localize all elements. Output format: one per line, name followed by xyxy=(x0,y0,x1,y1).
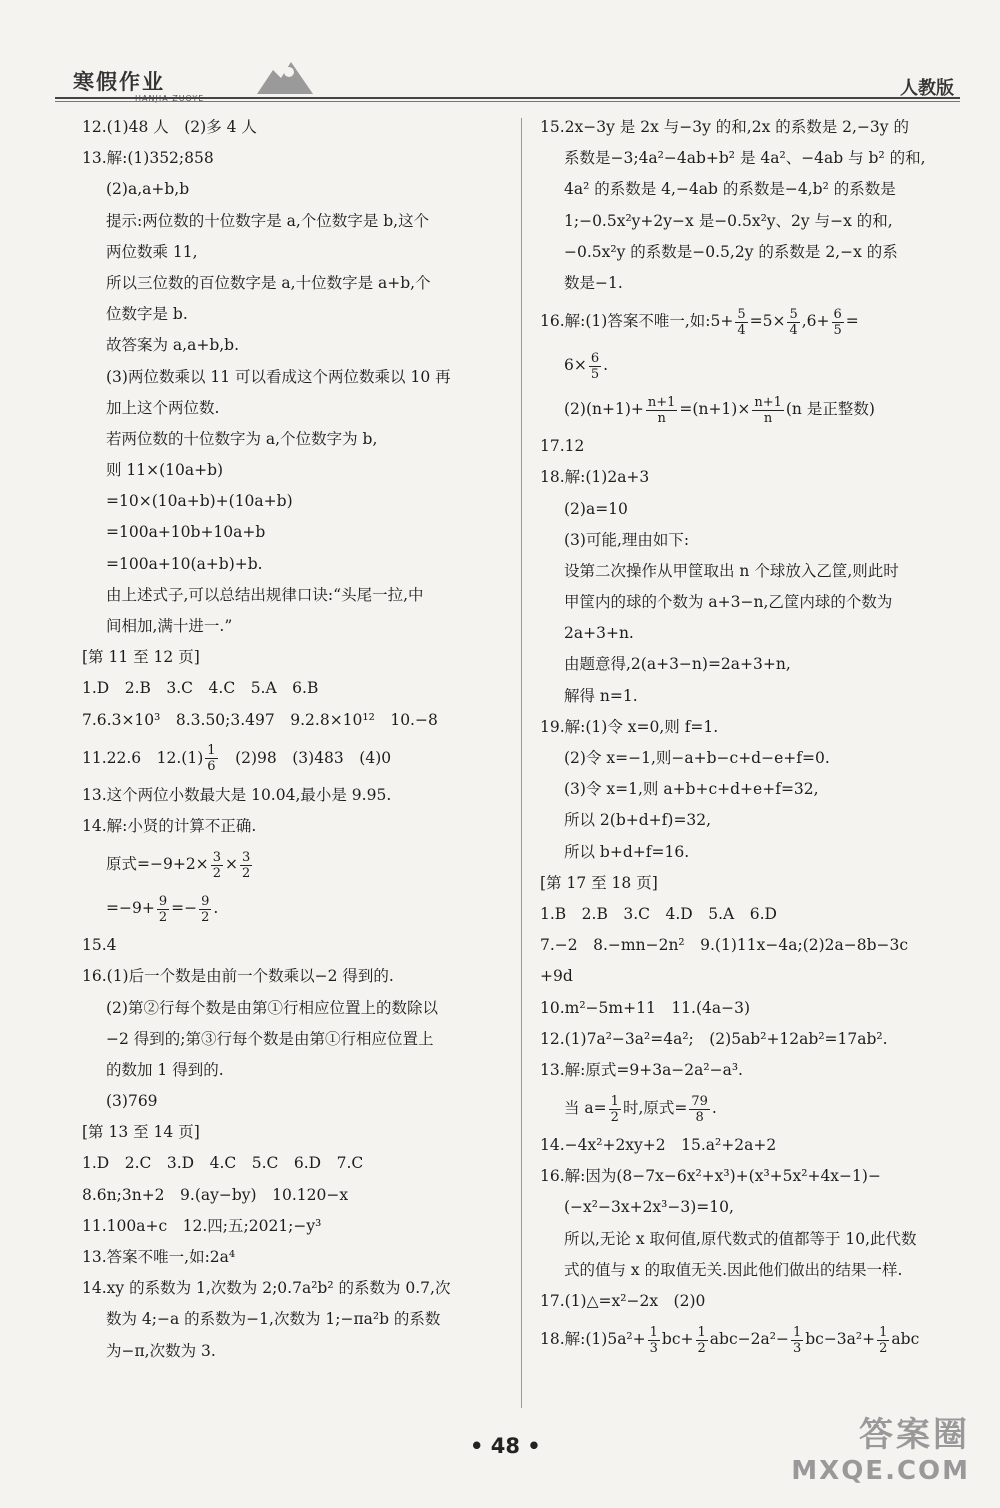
answer-line xyxy=(540,112,970,143)
answer-text: (2)a=10 xyxy=(564,499,628,518)
answer-line xyxy=(82,549,507,580)
answer-line xyxy=(82,842,507,886)
answer-text: 所以 b+d+f=16. xyxy=(564,842,690,861)
header-rule-thin xyxy=(55,101,960,102)
answer-line xyxy=(540,587,970,618)
answer-text: (3)两位数乘以 11 可以看成这个两位数乘以 10 再 xyxy=(106,367,451,386)
answer-text: (2)令 x=−1,则−a+b−c+d−e+f=0. xyxy=(564,749,830,767)
header-rule xyxy=(55,97,960,99)
answer-text: 17.12 xyxy=(540,437,585,456)
answer-text: 提示:两位数的十位数字是 a,个位数字是 b,这个 xyxy=(106,211,430,230)
answer-line xyxy=(82,993,507,1024)
answer-line xyxy=(82,736,507,780)
fraction-numerator: 1 xyxy=(649,1324,658,1340)
answer-text: 14.解:小贤的计算不正确. xyxy=(82,816,257,835)
answer-text: 系数是−3;4a²−4ab+b² 是 4a²、−4ab 与 b² 的和, xyxy=(564,149,926,168)
answer-text: 1.B 2.B 3.C 4.D 5.A 6.D xyxy=(540,904,777,923)
answer-line xyxy=(540,649,970,680)
brand-title: 寒假作业 xyxy=(73,69,165,94)
answer-text: (−x²−3x+2x³−3)=10, xyxy=(564,1198,734,1217)
edition-label: 人教版 xyxy=(900,78,954,99)
answer-line xyxy=(540,1224,970,1255)
fraction-denominator: 4 xyxy=(789,322,798,338)
answer-line xyxy=(540,868,970,899)
answer-text: abc xyxy=(891,1330,920,1349)
answer-text: 14.−4x²+2xy+2 15.a²+2a+2 xyxy=(540,1136,777,1155)
fraction xyxy=(787,307,799,338)
answer-line xyxy=(82,112,507,143)
answer-text: 原式=−9+2× xyxy=(106,855,209,874)
answer-text: +9d xyxy=(540,967,573,986)
answer-text: =− xyxy=(171,899,198,918)
answer-text: × xyxy=(224,855,238,874)
answer-line xyxy=(540,1255,970,1286)
answer-line xyxy=(540,743,970,774)
answer-line xyxy=(82,580,507,611)
answer-text: 位数字是 b. xyxy=(106,305,188,324)
page-header xyxy=(55,50,960,105)
answer-text: 时,原式= xyxy=(622,1099,688,1118)
answer-line xyxy=(540,1086,970,1130)
answer-line xyxy=(540,494,970,525)
answer-text: 13.解:(1)352;858 xyxy=(82,149,214,168)
fraction xyxy=(832,307,844,338)
answer-text: (n 是正整数) xyxy=(785,400,875,419)
fraction xyxy=(589,351,601,382)
answer-text: . xyxy=(213,899,219,918)
fraction-denominator: 2 xyxy=(241,865,251,881)
answer-text: [第 17 至 18 页] xyxy=(540,873,658,892)
answer-column-left xyxy=(82,112,507,1367)
answer-text: (2)(n+1)+ xyxy=(564,400,644,419)
fraction xyxy=(205,743,217,774)
answer-line xyxy=(82,362,507,393)
fraction-denominator: 8 xyxy=(695,1109,704,1125)
answer-line xyxy=(540,174,970,205)
answer-text: 解得 n=1. xyxy=(564,686,638,705)
answer-line xyxy=(82,673,507,704)
answer-text: 1;−0.5x²y+2y−x 是−0.5x²y、2y 与−x 的和, xyxy=(564,211,893,230)
answer-line xyxy=(82,1273,507,1304)
answer-text: [第 11 至 12 页] xyxy=(82,648,200,667)
fraction-numerator: 1 xyxy=(792,1324,802,1340)
answer-line xyxy=(540,431,970,462)
fraction-denominator: 6 xyxy=(207,759,216,775)
fraction xyxy=(648,1325,660,1356)
answer-line xyxy=(540,1286,970,1317)
answer-text: 数为 4;−a 的系数为−1,次数为 1;−πa²b 的系数 xyxy=(106,1310,441,1329)
answer-text: =5× xyxy=(749,312,786,331)
fraction-numerator: 6 xyxy=(590,350,600,366)
answer-line xyxy=(82,299,507,330)
answer-text: 6× xyxy=(564,356,587,375)
fraction-numerator: 6 xyxy=(833,306,842,322)
answer-line xyxy=(82,393,507,424)
fraction xyxy=(696,1325,708,1356)
answer-line xyxy=(82,611,507,642)
brand-pinyin: HANJIA ZUOYE xyxy=(135,94,205,103)
answer-text: 1.D 2.C 3.D 4.C 5.C 6.D 7.C xyxy=(82,1154,364,1173)
fraction-denominator: 3 xyxy=(649,1340,658,1356)
fraction-denominator: 2 xyxy=(697,1340,706,1356)
answer-line xyxy=(540,143,970,174)
answer-line xyxy=(540,837,970,868)
answer-text: 12.(1)48 人 (2)多 4 人 xyxy=(82,118,257,136)
answer-line xyxy=(82,1180,507,1211)
answer-text: 则 11×(10a+b) xyxy=(106,461,224,480)
answer-line xyxy=(82,1086,507,1117)
answer-text: 所以,无论 x 取何值,原代数式的值都等于 10,此代数 xyxy=(564,1229,917,1248)
fraction xyxy=(752,395,784,426)
answer-line xyxy=(540,712,970,743)
answer-line xyxy=(540,805,970,836)
answer-text: 当 a= xyxy=(564,1099,607,1118)
answer-text: 14.xy 的系数为 1,次数为 2;0.7a²b² 的系数为 0.7,次 xyxy=(82,1279,451,1298)
answer-text: 式的值与 x 的取值无关.因此他们做出的结果一样. xyxy=(564,1260,903,1279)
fraction xyxy=(199,894,211,925)
fraction xyxy=(877,1325,889,1356)
fraction-denominator: 5 xyxy=(833,322,842,338)
fraction-denominator: 2 xyxy=(201,909,210,925)
answer-line xyxy=(540,1024,970,1055)
fraction-numerator: 5 xyxy=(789,306,798,322)
fraction-denominator: 3 xyxy=(792,1340,802,1356)
fraction-denominator: n xyxy=(763,410,773,426)
answer-text: 18.解:(1)5a²+ xyxy=(540,1330,646,1349)
answer-text: bc+ xyxy=(661,1330,694,1349)
answer-line xyxy=(82,206,507,237)
answer-text: 13.解:原式=9+3a−2a²−a³. xyxy=(540,1060,743,1079)
answer-line xyxy=(540,343,970,387)
answer-text: =100a+10b+10a+b xyxy=(106,523,266,542)
fraction xyxy=(791,1325,803,1356)
answer-text: −0.5x²y 的系数是−0.5,2y 的系数是 2,−x 的系 xyxy=(564,242,898,261)
answer-text: 由题意得,2(a+3−n)=2a+3+n, xyxy=(564,655,791,674)
fraction-denominator: 5 xyxy=(590,366,600,382)
answer-text: 15.2x−3y 是 2x 与−3y 的和,2x 的系数是 2,−3y 的 xyxy=(540,118,909,136)
answer-text: =(n+1)× xyxy=(679,400,751,419)
answer-text: −2 得到的;第③行每个数是由第①行相应位置上 xyxy=(106,1029,434,1048)
answer-text: 18.解:(1)2a+3 xyxy=(540,468,650,487)
answer-text: 7.−2 8.−mn−2n² 9.(1)11x−4a;(2)2a−8b−3c xyxy=(540,936,909,955)
answer-line xyxy=(540,681,970,712)
answer-line xyxy=(540,299,970,343)
fraction-numerator: n+1 xyxy=(754,394,782,410)
fraction xyxy=(211,850,223,881)
answer-line xyxy=(82,1211,507,1242)
answer-line xyxy=(540,930,970,961)
answer-line xyxy=(82,886,507,930)
mountain-logo-icon xyxy=(255,56,315,96)
answer-line xyxy=(82,811,507,842)
answer-text: . xyxy=(711,1099,717,1118)
answer-text: =−9+ xyxy=(106,899,155,918)
watermark xyxy=(791,1407,970,1486)
answer-text: 间相加,满十进一.” xyxy=(106,617,233,635)
answer-line xyxy=(540,387,970,431)
answer-text: 1.D 2.B 3.C 4.C 5.A 6.B xyxy=(82,679,319,698)
column-divider xyxy=(521,118,522,1408)
answer-text: (2)a,a+b,b xyxy=(106,180,190,199)
answer-line xyxy=(82,455,507,486)
answer-text: 故答案为 a,a+b,b. xyxy=(106,336,240,355)
answer-line xyxy=(540,525,970,556)
answer-line xyxy=(540,618,970,649)
answer-line xyxy=(82,1304,507,1335)
answer-line xyxy=(82,961,507,992)
answer-line xyxy=(82,1148,507,1179)
answer-column-right xyxy=(540,112,970,1361)
answer-text: =100a+10(a+b)+b. xyxy=(106,554,263,573)
fraction-denominator: 2 xyxy=(212,865,221,881)
answer-text: (2)98 (3)483 (4)0 xyxy=(219,748,392,767)
answer-text: abc−2a²− xyxy=(709,1330,789,1349)
answer-line xyxy=(82,705,507,736)
answer-text: = xyxy=(845,312,859,331)
answer-text: 4a² 的系数是 4,−4ab 的系数是−4,b² 的系数是 xyxy=(564,180,896,199)
answer-text: bc−3a²+ xyxy=(805,1330,876,1349)
answer-text: 所以 2(b+d+f)=32, xyxy=(564,811,712,830)
answer-line xyxy=(82,930,507,961)
answer-line xyxy=(540,899,970,930)
answer-line xyxy=(82,780,507,811)
answer-line xyxy=(540,1130,970,1161)
answer-text: 16.(1)后一个数是由前一个数乘以−2 得到的. xyxy=(82,967,394,986)
answer-text: 甲筐内的球的个数为 a+3−n,乙筐内球的个数为 xyxy=(564,593,893,612)
answer-line xyxy=(540,961,970,992)
answer-text: 数是−1. xyxy=(564,273,623,292)
fraction-denominator: 2 xyxy=(879,1340,888,1356)
answer-line xyxy=(82,1024,507,1055)
answer-text: 12.(1)7a²−3a²=4a²; (2)5ab²+12ab²=17ab². xyxy=(540,1029,888,1048)
answer-text: 为−π,次数为 3. xyxy=(106,1341,216,1360)
answer-text: ,6+ xyxy=(801,312,830,331)
answer-text: 19.解:(1)令 x=0,则 f=1. xyxy=(540,717,719,736)
answer-line xyxy=(82,1117,507,1148)
answer-text: (2)第②行每个数是由第①行相应位置上的数除以 xyxy=(106,998,438,1017)
answer-text: (3)可能,理由如下: xyxy=(564,530,690,549)
fraction-numerator: n+1 xyxy=(647,394,676,410)
answer-line xyxy=(540,774,970,805)
fraction-numerator: 5 xyxy=(737,306,746,322)
watermark-logo-text: 答案圈 xyxy=(859,1415,970,1455)
watermark-url: MXQE.COM xyxy=(791,1456,970,1486)
answer-text: . xyxy=(603,356,609,375)
fraction-numerator: 9 xyxy=(158,893,168,909)
fraction-numerator: 1 xyxy=(207,743,216,759)
answer-text: 的数加 1 得到的. xyxy=(106,1060,224,1079)
fraction xyxy=(157,894,169,925)
fraction xyxy=(646,395,678,426)
fraction xyxy=(689,1094,710,1125)
answer-line xyxy=(82,517,507,548)
answer-line xyxy=(540,556,970,587)
fraction-numerator: 9 xyxy=(201,893,210,909)
answer-line xyxy=(82,642,507,673)
answer-text: 16.解:因为(8−7x−6x²+x³)+(x³+5x²+4x−1)− xyxy=(540,1167,881,1186)
fraction-numerator: 1 xyxy=(879,1324,888,1340)
page-number: • 48 • xyxy=(470,1434,541,1458)
answer-line xyxy=(82,268,507,299)
answer-text: 16.解:(1)答案不唯一,如:5+ xyxy=(540,312,734,331)
answer-text: 2a+3+n. xyxy=(564,624,634,643)
fraction-denominator: 2 xyxy=(158,909,168,925)
fraction xyxy=(609,1094,621,1125)
answer-line xyxy=(82,1336,507,1367)
answer-line xyxy=(82,1055,507,1086)
fraction-denominator: 4 xyxy=(737,322,746,338)
answer-line xyxy=(540,1161,970,1192)
answer-text: 若两位数的十位数字为 a,个位数字为 b, xyxy=(106,429,378,448)
answer-line xyxy=(82,174,507,205)
answer-text: 加上这个两位数. xyxy=(106,398,220,417)
answer-text: 10.m²−5m+11 11.(4a−3) xyxy=(540,998,751,1017)
answer-text: 11.22.6 12.(1) xyxy=(82,748,204,767)
answer-text: [第 13 至 14 页] xyxy=(82,1123,200,1142)
answer-line xyxy=(540,206,970,237)
fraction-numerator: 79 xyxy=(691,1093,708,1109)
answer-line xyxy=(540,1055,970,1086)
answer-line xyxy=(82,1242,507,1273)
fraction-numerator: 3 xyxy=(241,849,251,865)
answer-text: 13.答案不唯一,如:2a⁴ xyxy=(82,1248,236,1266)
fraction-denominator: 2 xyxy=(610,1109,619,1125)
fraction-numerator: 1 xyxy=(697,1324,706,1340)
answer-text: 15.4 xyxy=(82,936,117,955)
answer-text: (3)令 x=1,则 a+b+c+d+e+f=32, xyxy=(564,780,819,799)
answer-text: =10×(10a+b)+(10a+b) xyxy=(106,492,293,511)
fraction-numerator: 3 xyxy=(212,849,221,865)
answer-text: 7.6.3×10³ 8.3.50;3.497 9.2.8×10¹² 10.−8 xyxy=(82,710,438,729)
answer-line xyxy=(82,330,507,361)
fraction-numerator: 1 xyxy=(610,1093,619,1109)
answer-line xyxy=(540,993,970,1024)
answer-text: 13.这个两位小数最大是 10.04,最小是 9.95. xyxy=(82,785,392,804)
answer-line xyxy=(540,237,970,268)
answer-text: 由上述式子,可以总结出规律口诀:“头尾一拉,中 xyxy=(106,585,424,604)
answer-text: 设第二次操作从甲筐取出 n 个球放入乙筐,则此时 xyxy=(564,561,899,580)
answer-line xyxy=(82,143,507,174)
answer-line xyxy=(540,268,970,299)
fraction xyxy=(735,307,747,338)
answer-line xyxy=(82,486,507,517)
answer-line xyxy=(82,424,507,455)
answer-line xyxy=(540,462,970,493)
fraction xyxy=(240,850,252,881)
answer-text: (3)769 xyxy=(106,1092,158,1111)
answer-text: 所以三位数的百位数字是 a,十位数字是 a+b,个 xyxy=(106,273,431,292)
answer-line xyxy=(540,1192,970,1223)
fraction-denominator: n xyxy=(657,410,666,426)
answer-text: 17.(1)△=x²−2x (2)0 xyxy=(540,1292,706,1310)
answer-line xyxy=(82,237,507,268)
answer-text: 8.6n;3n+2 9.(ay−by) 10.120−x xyxy=(82,1185,349,1204)
answer-line xyxy=(540,1317,970,1361)
answer-text: 11.100a+c 12.四;五;2021;−y³ xyxy=(82,1216,322,1235)
answer-text: 两位数乘 11, xyxy=(106,242,198,261)
